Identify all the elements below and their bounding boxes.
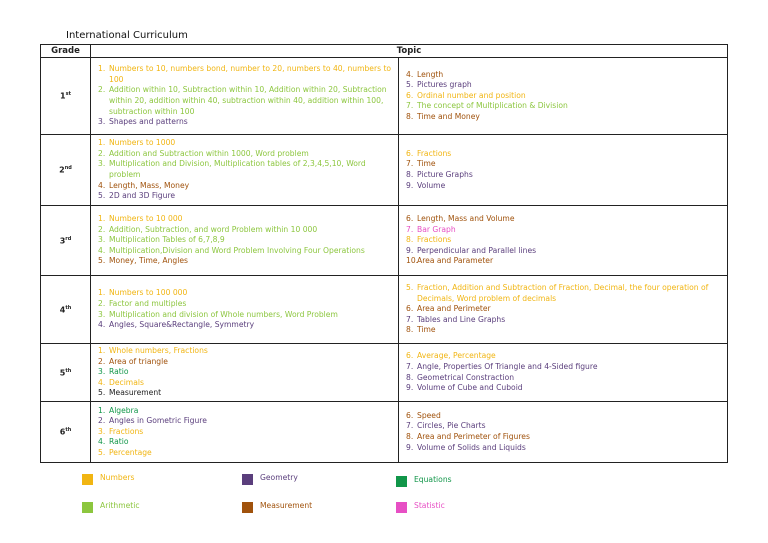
topic-text: 2D and 3D Figure — [109, 191, 176, 201]
topic-number: 3. — [98, 159, 106, 169]
topic-text: Angle, Properties Of Triangle and 4-Sided figure — [417, 361, 598, 371]
grade-suffix: th — [65, 304, 72, 311]
topic-number: 6. — [406, 410, 414, 420]
topic-number: 4. — [98, 437, 106, 447]
topic-item — [95, 320, 394, 331]
topic-item — [403, 351, 723, 362]
topic-item — [403, 80, 723, 91]
topic-number: 9. — [406, 442, 414, 452]
topic-item — [95, 64, 394, 85]
legend-swatch — [396, 476, 407, 487]
topic-number: 5. — [406, 80, 414, 90]
topic-item — [403, 283, 723, 304]
topic-number: 8. — [406, 432, 414, 441]
topic-text: Fraction, Addition and Subtraction of Fraction, Decimal, the four operation of Decimals, Word problem of decimals — [417, 283, 709, 303]
topic-text: Area and Parameter — [417, 256, 494, 266]
topic-number: 10. — [406, 256, 419, 266]
legend-label: Measurement — [260, 501, 313, 510]
topic-number: 7. — [406, 224, 414, 234]
grade-row — [41, 206, 728, 276]
topic-text: Length, Mass and Volume — [417, 214, 515, 224]
topic-number: 4. — [98, 180, 106, 190]
topic-text: Picture Graphs — [417, 170, 473, 179]
topics-left-cell — [91, 402, 399, 463]
topic-item — [403, 443, 723, 454]
topic-text: Pictures graph — [417, 80, 472, 90]
topic-number: 5. — [98, 447, 106, 457]
topic-list — [399, 349, 727, 395]
topics-left-cell — [91, 276, 399, 344]
topic-number: 2. — [98, 224, 106, 234]
topic-item — [403, 112, 723, 123]
topic-text: Decimals — [109, 377, 144, 387]
topic-number: 1. — [98, 214, 106, 224]
grade-header: Grade — [41, 45, 91, 58]
topic-item — [403, 383, 723, 394]
topic-number: 2. — [98, 356, 106, 366]
topic-item — [95, 246, 394, 257]
topic-number: 7. — [406, 361, 414, 371]
topic-item — [403, 235, 723, 246]
grade-label: 3 — [59, 236, 66, 246]
grade-suffix: rd — [65, 235, 72, 242]
topic-text: Time — [417, 159, 436, 169]
topic-text: Numbers to 10 000 — [109, 214, 183, 224]
topic-text: Speed — [417, 410, 441, 420]
topics-right-cell — [399, 135, 728, 206]
topic-list — [91, 212, 398, 269]
topic-item — [95, 367, 394, 378]
grade-row — [41, 135, 728, 206]
topic-item — [95, 159, 394, 180]
topic-number: 2. — [98, 298, 106, 308]
topic-number: 7. — [406, 101, 414, 111]
topic-text: Area and Perimeter of Figures — [417, 432, 530, 441]
topic-list — [91, 344, 398, 401]
topic-item — [95, 448, 394, 459]
topic-item — [95, 181, 394, 192]
topic-item — [95, 117, 394, 128]
topic-text: Fractions — [417, 235, 452, 245]
grade-cell — [41, 135, 91, 206]
topic-number: 3. — [98, 309, 106, 319]
topic-text: Numbers to 100 000 — [109, 288, 188, 298]
topic-number: 7. — [406, 314, 414, 324]
topic-text: Ratio — [109, 437, 129, 447]
topic-list — [399, 68, 727, 125]
topic-text: Fractions — [417, 148, 452, 158]
topic-text: Percentage — [109, 447, 152, 457]
topic-item — [403, 70, 723, 81]
grade-suffix: th — [65, 367, 72, 374]
topic-number: 6. — [406, 148, 414, 158]
topic-text: Area of triangle — [109, 356, 168, 366]
grade-label: 2 — [59, 166, 65, 176]
grade-suffix: st — [65, 91, 71, 98]
topic-item — [403, 246, 723, 257]
legend-swatch — [82, 474, 93, 485]
topics-right-cell — [399, 206, 728, 276]
topic-text: Ratio — [109, 367, 129, 377]
topic-text: Circles, Pie Charts — [417, 421, 486, 431]
topic-number: 8. — [406, 325, 414, 335]
topic-number: 6. — [406, 214, 414, 224]
topic-text: Shapes and patterns — [109, 117, 188, 127]
topics-right-cell — [399, 402, 728, 463]
topic-text: Addition within 10, Subtraction within 10, Addition within 20, Subtraction within 20, addition within 40, subtraction within 40, addition within 100, subtraction within 100 — [109, 85, 387, 116]
topic-text: Perpendicular and Parallel lines — [417, 245, 537, 255]
topic-number: 3. — [98, 117, 106, 127]
topic-item — [403, 256, 723, 267]
topic-item — [95, 225, 394, 236]
topic-number: 5. — [98, 191, 106, 201]
topic-text: Time and Money — [417, 111, 480, 121]
topic-text: Fractions — [109, 426, 144, 436]
topic-list — [91, 62, 398, 130]
topic-text: Geometrical Constraction — [417, 372, 515, 382]
topic-item — [403, 411, 723, 422]
grade-cell — [41, 58, 91, 135]
topic-item — [403, 214, 723, 225]
topic-text: Tables and Line Graphs — [417, 314, 506, 324]
curriculum-table — [40, 44, 728, 463]
topic-number: 8. — [406, 170, 414, 179]
topic-number: 8. — [406, 372, 414, 382]
topic-number: 7. — [406, 421, 414, 431]
topic-text: Multiplication,Division and Word Problem Involving Four Operations — [109, 245, 365, 255]
topic-text: Multiplication Tables of 6,7,8,9 — [109, 235, 225, 245]
legend-label: Equations — [414, 475, 452, 484]
topic-text: Addition and Subtraction within 1000, Word problem — [109, 148, 309, 158]
topic-text: Area and Perimeter — [417, 304, 491, 314]
topic-list — [399, 147, 727, 193]
legend-label: Numbers — [100, 473, 135, 482]
topic-number: 4. — [98, 320, 106, 330]
topic-list — [399, 409, 727, 455]
topic-number: 2. — [98, 416, 106, 426]
topics-left-cell — [91, 58, 399, 135]
topic-number: 1. — [98, 288, 106, 298]
topic-text: Algebra — [109, 405, 139, 415]
topic-number: 6. — [406, 304, 414, 314]
topics-right-cell — [399, 344, 728, 402]
topic-text: Numbers to 1000 — [109, 138, 176, 148]
topic-item — [95, 191, 394, 202]
topic-item — [403, 373, 723, 384]
topic-number: 5. — [98, 388, 106, 398]
header-row — [41, 45, 728, 58]
topic-list — [91, 136, 398, 204]
topic-item — [403, 315, 723, 326]
topic-list — [399, 281, 727, 338]
topic-number: 9. — [406, 383, 414, 393]
topic-number: 3. — [98, 367, 106, 377]
topic-number: 1. — [98, 405, 106, 415]
topic-number: 1. — [98, 346, 106, 356]
topic-number: 1. — [98, 138, 106, 148]
topic-item — [95, 388, 394, 399]
topic-number: 6. — [406, 351, 414, 361]
grade-cell — [41, 276, 91, 344]
topic-item — [95, 256, 394, 267]
topic-text: The concept of Multiplication & Division — [417, 101, 568, 111]
topic-number: 8. — [406, 111, 414, 121]
grade-label: 4 — [59, 305, 66, 315]
topic-number: 9. — [406, 180, 414, 190]
grade-suffix: nd — [64, 165, 72, 172]
topics-left-cell — [91, 135, 399, 206]
topic-item — [95, 288, 394, 299]
topic-item — [95, 427, 394, 438]
topic-text: Measurement — [109, 388, 162, 398]
topic-text: Multiplication and division of Whole numbers, Word Problem — [109, 309, 338, 319]
topic-item — [403, 159, 723, 170]
topic-item — [95, 310, 394, 321]
topic-list — [91, 286, 398, 332]
topic-text: Addition, Subtraction, and word Problem within 10 000 — [109, 224, 318, 234]
legend-label: Statistic — [414, 501, 445, 510]
document-title: International Curriculum — [66, 30, 188, 41]
topic-number: 3. — [98, 235, 106, 245]
topic-item — [403, 432, 723, 443]
topic-item — [95, 149, 394, 160]
legend-swatch — [82, 502, 93, 513]
grade-row — [41, 276, 728, 344]
topic-item — [403, 325, 723, 336]
topic-item — [95, 299, 394, 310]
topic-item — [95, 235, 394, 246]
topic-item — [403, 225, 723, 236]
topic-list — [91, 404, 398, 461]
grade-cell — [41, 402, 91, 463]
topic-number: 9. — [406, 245, 414, 255]
topic-number: 7. — [406, 159, 414, 169]
topic-item — [95, 85, 394, 117]
legend-swatch — [242, 474, 253, 485]
topic-number: 1. — [98, 64, 106, 74]
topic-number: 5. — [406, 283, 414, 293]
topic-number: 6. — [406, 90, 414, 100]
grade-label: 6 — [59, 428, 66, 438]
topic-number: 2. — [98, 148, 106, 158]
topic-text: Average, Percentage — [417, 351, 496, 361]
topics-right-cell — [399, 58, 728, 135]
topic-text: Factor and multiples — [109, 298, 187, 308]
topic-text: Angles in Gometric Figure — [109, 416, 207, 426]
topic-item — [403, 91, 723, 102]
topic-text: Length — [417, 69, 444, 79]
topic-text: Length, Mass, Money — [109, 180, 190, 190]
topic-item — [403, 170, 723, 181]
topic-item — [95, 357, 394, 368]
topic-item — [95, 437, 394, 448]
topic-text: Bar Graph — [417, 224, 456, 234]
topic-item — [403, 304, 723, 315]
topic-number: 5. — [98, 256, 106, 266]
grade-cell — [41, 206, 91, 276]
topic-number: 8. — [406, 235, 414, 245]
topic-item — [95, 214, 394, 225]
grade-cell — [41, 344, 91, 402]
grade-row — [41, 58, 728, 135]
topic-item — [95, 406, 394, 417]
legend-swatch — [242, 502, 253, 513]
topic-text: Volume — [417, 180, 446, 190]
grade-label: 5 — [59, 368, 66, 378]
topic-item — [95, 416, 394, 427]
topic-text: Volume of Solids and Liquids — [417, 442, 526, 452]
grade-suffix: th — [65, 427, 72, 434]
topic-text: Numbers to 10, numbers bond, number to 20, numbers to 40, numbers to 100 — [109, 64, 392, 84]
topic-text: Angles, Square&Rectangle, Symmetry — [109, 320, 255, 330]
topic-number: 4. — [406, 69, 414, 79]
topic-text: Time — [417, 325, 436, 335]
topics-left-cell — [91, 344, 399, 402]
topic-item — [403, 362, 723, 373]
topic-text: Ordinal number and position — [417, 90, 526, 100]
topic-text: Money, Time, Angles — [109, 256, 188, 266]
grade-label: 1 — [60, 92, 66, 102]
topic-item — [403, 149, 723, 160]
topic-number: 4. — [98, 245, 106, 255]
topic-list — [399, 212, 727, 269]
topic-item — [403, 181, 723, 192]
topic-header: Topic — [91, 45, 728, 58]
topic-number: 4. — [98, 377, 106, 387]
topic-item — [403, 421, 723, 432]
topic-number: 2. — [98, 85, 106, 95]
legend-swatch — [396, 502, 407, 513]
topic-item — [95, 346, 394, 357]
topic-item — [95, 378, 394, 389]
topics-right-cell — [399, 276, 728, 344]
topic-item — [95, 138, 394, 149]
topic-item — [403, 101, 723, 112]
grade-row — [41, 402, 728, 463]
topic-text: Volume of Cube and Cuboid — [417, 383, 523, 393]
topic-number: 3. — [98, 426, 106, 436]
topic-text: Whole numbers, Fractions — [109, 346, 208, 356]
grade-row — [41, 344, 728, 402]
legend-label: Geometry — [260, 473, 298, 482]
legend-label: Arithmetic — [100, 501, 140, 510]
topics-left-cell — [91, 206, 399, 276]
topic-text: Multiplication and Division, Multiplication tables of 2,3,4,5,10, Word problem — [109, 159, 366, 179]
